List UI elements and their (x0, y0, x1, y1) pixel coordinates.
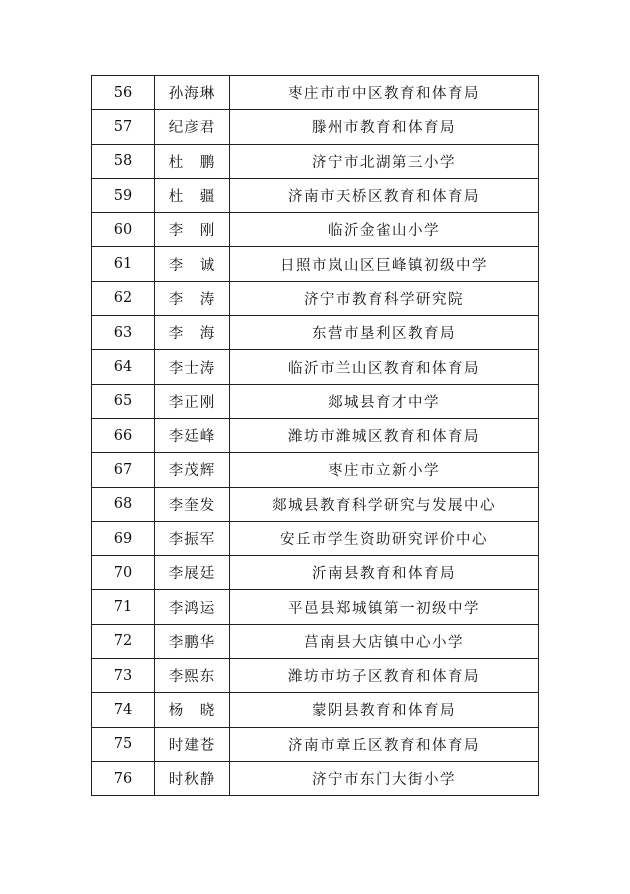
person-name: 李 刚 (155, 213, 230, 247)
person-name: 李熙东 (155, 659, 230, 693)
organization-name: 郯城县育才中学 (230, 384, 539, 418)
person-name: 李士涛 (155, 350, 230, 384)
table-row (92, 178, 539, 212)
table-row (92, 453, 539, 487)
table-row (92, 110, 539, 144)
person-name: 李振军 (155, 521, 230, 555)
organization-name: 潍坊市坊子区教育和体育局 (230, 659, 539, 693)
table-row (92, 316, 539, 350)
organization-name: 济南市天桥区教育和体育局 (230, 178, 539, 212)
row-number: 69 (92, 521, 155, 555)
row-number: 75 (92, 727, 155, 761)
organization-name: 潍坊市潍城区教育和体育局 (230, 418, 539, 452)
table-row (92, 693, 539, 727)
organization-name: 蒙阴县教育和体育局 (230, 693, 539, 727)
organization-name: 枣庄市市中区教育和体育局 (230, 76, 539, 110)
organization-name: 济宁市北湖第三小学 (230, 144, 539, 178)
person-name: 纪彦君 (155, 110, 230, 144)
personnel-list-table (91, 75, 539, 796)
organization-name: 沂南县教育和体育局 (230, 556, 539, 590)
person-name: 李茂辉 (155, 453, 230, 487)
person-name: 李鸿运 (155, 590, 230, 624)
table-body (92, 76, 539, 796)
row-number: 59 (92, 178, 155, 212)
table-row (92, 761, 539, 795)
person-name: 李正刚 (155, 384, 230, 418)
row-number: 63 (92, 316, 155, 350)
organization-name: 枣庄市立新小学 (230, 453, 539, 487)
table-row (92, 487, 539, 521)
row-number: 68 (92, 487, 155, 521)
row-number: 58 (92, 144, 155, 178)
row-number: 61 (92, 247, 155, 281)
table-row (92, 144, 539, 178)
person-name: 时秋静 (155, 761, 230, 795)
organization-name: 莒南县大店镇中心小学 (230, 624, 539, 658)
row-number: 73 (92, 659, 155, 693)
row-number: 60 (92, 213, 155, 247)
organization-name: 东营市垦利区教育局 (230, 316, 539, 350)
row-number: 71 (92, 590, 155, 624)
organization-name: 济宁市教育科学研究院 (230, 281, 539, 315)
row-number: 70 (92, 556, 155, 590)
row-number: 74 (92, 693, 155, 727)
table-row (92, 521, 539, 555)
person-name: 孙海琳 (155, 76, 230, 110)
person-name: 李鹏华 (155, 624, 230, 658)
table-row (92, 727, 539, 761)
row-number: 56 (92, 76, 155, 110)
person-name: 李 海 (155, 316, 230, 350)
organization-name: 临沂市兰山区教育和体育局 (230, 350, 539, 384)
table-row (92, 350, 539, 384)
row-number: 66 (92, 418, 155, 452)
person-name: 李 诚 (155, 247, 230, 281)
person-name: 李廷峰 (155, 418, 230, 452)
row-number: 76 (92, 761, 155, 795)
table-row (92, 624, 539, 658)
person-name: 李奎发 (155, 487, 230, 521)
person-name: 杜 疆 (155, 178, 230, 212)
table-row (92, 213, 539, 247)
person-name: 时建苍 (155, 727, 230, 761)
person-name: 李展廷 (155, 556, 230, 590)
organization-name: 安丘市学生资助研究评价中心 (230, 521, 539, 555)
organization-name: 济宁市东门大街小学 (230, 761, 539, 795)
row-number: 64 (92, 350, 155, 384)
row-number: 62 (92, 281, 155, 315)
organization-name: 日照市岚山区巨峰镇初级中学 (230, 247, 539, 281)
table-row (92, 247, 539, 281)
table-row (92, 418, 539, 452)
organization-name: 平邑县郑城镇第一初级中学 (230, 590, 539, 624)
row-number: 67 (92, 453, 155, 487)
person-name: 李 涛 (155, 281, 230, 315)
person-name: 杨 晓 (155, 693, 230, 727)
table-row (92, 590, 539, 624)
row-number: 57 (92, 110, 155, 144)
organization-name: 济南市章丘区教育和体育局 (230, 727, 539, 761)
table-row (92, 384, 539, 418)
organization-name: 郯城县教育科学研究与发展中心 (230, 487, 539, 521)
table-row (92, 281, 539, 315)
table-row (92, 556, 539, 590)
table-row (92, 659, 539, 693)
row-number: 65 (92, 384, 155, 418)
organization-name: 滕州市教育和体育局 (230, 110, 539, 144)
row-number: 72 (92, 624, 155, 658)
table-row (92, 76, 539, 110)
person-name: 杜 鹏 (155, 144, 230, 178)
organization-name: 临沂金雀山小学 (230, 213, 539, 247)
